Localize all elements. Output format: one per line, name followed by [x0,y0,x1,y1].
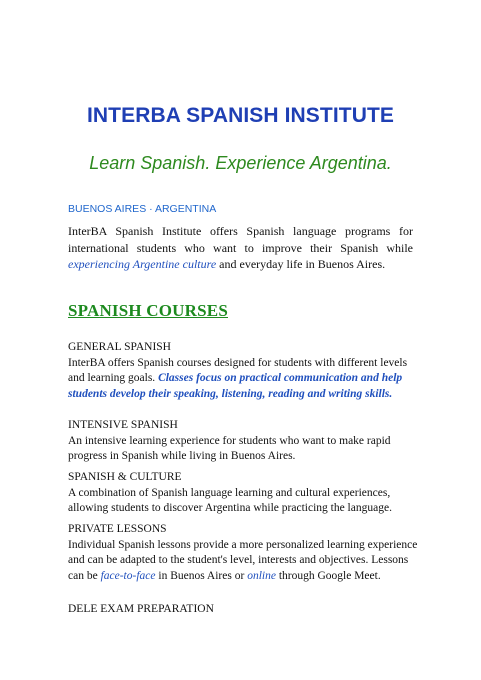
course-title: PRIVATE LESSONS [68,523,167,535]
course-culture [68,470,418,517]
course-intensive [68,418,418,465]
course-description [68,356,418,403]
course-text: InterBA offers Spanish courses designed for students with different levels and learning goals. [68,356,408,384]
tagline: Learn Spanish. Experience Argentina. [89,153,392,173]
course-text-mid: in Buenos Aires or [155,569,248,582]
course-private [68,522,418,584]
course-title: DELE EXAM PREPARATION [68,603,214,615]
course-title: GENERAL SPANISH [68,341,171,353]
location-label: BUENOS AIRES · ARGENTINA [68,203,217,215]
course-description: A combination of Spanish language learning and cultural experiences, allowing students to discover Argentina while practicing the language. [68,486,392,514]
course-dele [68,602,418,618]
course-title: INTENSIVE SPANISH [68,419,178,431]
course-description [68,538,418,585]
intro-paragraph [68,223,413,273]
course-title: SPANISH & CULTURE [68,471,182,483]
intro-highlight: experiencing Argentine culture [68,257,217,271]
course-text: Individual Spanish lessons provide a more personalized learning experience and can be adapted to the student's level, interests and objectives. Lessons can be [68,538,418,582]
section-heading: SPANISH COURSES [68,301,228,320]
face-to-face-link[interactable]: face-to-face [100,569,156,582]
online-link[interactable]: online [247,569,276,582]
course-highlight: Classes focus on practical communication and help students develop their speaking, listening, reading and writing skills. [68,372,403,400]
course-general [68,340,418,402]
course-text-end: through Google Meet. [275,569,381,582]
intro-text-end: and everyday life in Buenos Aires. [216,257,386,271]
document-title: INTERBA SPANISH INSTITUTE [86,104,394,127]
course-description: An intensive learning experience for students who want to make rapid progress in Spanish while living in Buenos Aires. [68,434,391,462]
intro-text: InterBA Spanish Institute offers Spanish language programs for international students who want to improve their Spanish while [68,224,413,255]
